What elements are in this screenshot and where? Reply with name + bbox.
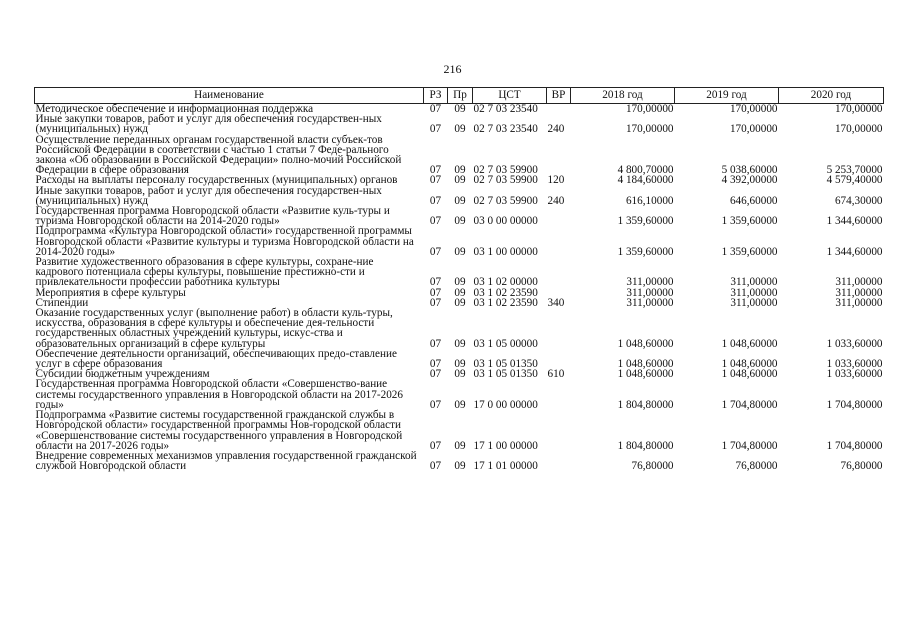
row-2020-value: 311,00000 [835, 276, 883, 289]
row-2019-value: 1 359,60000 [721, 215, 778, 228]
row-2020-value: 170,00000 [834, 103, 883, 115]
row-name: Обеспечение деятельности организаций, обеспечивающих предо-ставление услуг в сфере образования [35, 347, 397, 371]
row-name: Расходы на выплаты персоналу государственных (муниципальных) органов [35, 174, 398, 187]
row-name: Государственная программа Новгородской области «Совершенство-вание системы государственного управления в Новгородской области на 2017-2026 годы» [35, 378, 403, 411]
row-2018-value: 1 804,80000 [617, 398, 674, 411]
row-cst: 17 0 00 00000 [473, 398, 538, 411]
row-name: Подпрограмма «Развитие системы государственной гражданской службы в Новгородской области» государственной программы Нов-городской области «Совершенствование системы государственного управления в Новгородской области на 2017-2026 годы» [35, 409, 403, 452]
row-2020-value: 1 033,60000 [826, 368, 883, 381]
row-2020-value: 311,00000 [835, 296, 883, 309]
row-name: Субсидии бюджетным учреждениям [35, 368, 210, 381]
row-name: Государственная программа Новгородской области «Развитие куль-туры и туризма Новгородской области на 2014-2020 годы» [35, 205, 390, 228]
row-cst: 02 7 03 59900 [473, 174, 538, 187]
row-vr [547, 308, 571, 349]
row-pr: 09 [454, 398, 466, 411]
budget-table [34, 87, 884, 471]
row-2018-value: 1 048,60000 [617, 337, 674, 350]
header-name: Наименование [35, 88, 424, 104]
row-rz: 07 [429, 286, 442, 299]
row-2018-value: 170,00000 [625, 103, 674, 115]
row-rz: 07 [429, 296, 442, 309]
row-name: Оказание государственных услуг (выполнение работ) в области куль-туры, искусства, образования в сфере культуры и обеспечение дея-тельности государственных областных учреждений культуры, искус-ства и образовательных организаций в сфере культуры [35, 307, 393, 350]
row-2019-value: 1 704,80000 [721, 439, 778, 452]
row-cst: 03 1 05 01350 [473, 368, 538, 381]
row-pr: 09 [454, 358, 466, 371]
row-vr [547, 257, 571, 288]
row-cst: 17 1 01 00000 [473, 460, 538, 473]
row-pr: 09 [454, 194, 466, 207]
row-2019-value: 311,00000 [730, 286, 778, 299]
row-2018-value: 1 804,80000 [617, 439, 674, 452]
row-2018-value: 311,00000 [626, 286, 674, 299]
row-2020-value: 1 704,80000 [826, 439, 883, 452]
row-cst: 03 1 00 00000 [473, 245, 538, 258]
row-2018-value: 1 359,60000 [617, 245, 674, 258]
header-vr: ВР [547, 88, 571, 104]
row-rz: 07 [429, 276, 442, 289]
row-pr: 09 [454, 460, 466, 473]
row-2019-value: 76,80000 [735, 460, 778, 473]
row-name: Иные закупки товаров, работ и услуг для обеспечения государствен-ных (муниципальных) нужд [35, 184, 382, 207]
table-row [35, 257, 884, 288]
row-2019-value: 1 048,60000 [721, 337, 778, 350]
row-2020-value: 1 033,60000 [826, 337, 883, 350]
row-name: Мероприятия в сфере культуры [35, 286, 186, 299]
header-pr: Пр [448, 88, 473, 104]
header-2020: 2020 год [779, 88, 884, 104]
row-cst: 02 7 03 59900 [473, 164, 538, 177]
row-rz: 07 [429, 358, 442, 371]
row-2018-value: 4 184,60000 [617, 174, 674, 187]
row-cst: 02 7 03 23540 [473, 123, 538, 136]
table-row [35, 186, 884, 206]
row-2020-value: 311,00000 [835, 286, 883, 299]
table-row [35, 114, 884, 134]
row-pr: 09 [454, 368, 466, 381]
row-2020-value: 5 253,70000 [826, 164, 883, 177]
row-vr: 340 [547, 296, 565, 309]
row-rz: 07 [429, 164, 442, 177]
table-header-row [35, 88, 884, 104]
row-2020-value: 674,30000 [834, 194, 883, 207]
row-vr [547, 349, 571, 369]
row-2018-value: 616,10000 [625, 194, 674, 207]
row-cst: 02 7 03 59900 [473, 194, 538, 207]
row-name: Методическое обеспечение и информационная поддержка [35, 103, 314, 115]
row-2018-value: 170,00000 [625, 123, 674, 136]
row-2018-value: 1 048,60000 [617, 368, 674, 381]
row-vr [547, 379, 571, 410]
row-2018-value: 311,00000 [626, 276, 674, 289]
row-2019-value: 646,60000 [729, 194, 778, 207]
row-2020-value: 1 033,60000 [826, 358, 883, 371]
row-name: Осуществление переданных органам государственной власти субъек-тов Российской Федерации в соответствии с частью 1 статьи 7 Феде-рального закона «Об образовании в Российской Федерации» полно-мочий Российской Федерации в сфере образования [35, 133, 402, 177]
row-cst: 03 1 02 23590 [473, 296, 538, 309]
row-pr: 09 [454, 337, 466, 350]
table-row [35, 308, 884, 349]
table-row [35, 379, 884, 410]
table-row [35, 135, 884, 176]
row-rz: 07 [429, 215, 442, 228]
row-2020-value: 76,80000 [840, 460, 883, 473]
row-2019-value: 311,00000 [730, 276, 778, 289]
row-2018-value: 1 048,60000 [617, 358, 674, 371]
row-pr: 09 [454, 123, 466, 136]
row-2018-value: 76,80000 [631, 460, 674, 473]
row-rz: 07 [429, 103, 442, 115]
row-cst: 03 0 00 00000 [473, 215, 538, 228]
header-rz: РЗ [424, 88, 448, 104]
row-cst: 03 1 05 01350 [473, 358, 538, 371]
row-rz: 07 [429, 337, 442, 350]
row-2018-value: 4 800,70000 [617, 164, 674, 177]
row-2019-value: 1 704,80000 [721, 398, 778, 411]
row-vr: 240 [547, 123, 565, 136]
row-cst: 03 1 02 00000 [473, 276, 538, 289]
row-vr [547, 410, 571, 451]
table-row [35, 349, 884, 369]
row-rz: 07 [429, 368, 442, 381]
row-2019-value: 1 048,60000 [721, 368, 778, 381]
header-2018: 2018 год [571, 88, 675, 104]
table-row [35, 451, 884, 471]
row-pr: 09 [454, 215, 466, 228]
header-2019: 2019 год [675, 88, 779, 104]
row-cst: 03 1 02 23590 [473, 286, 538, 299]
row-2018-value: 1 359,60000 [617, 215, 674, 228]
row-name: Внедрение современных механизмов управления государственной гражданской службой Новгородской области [35, 449, 417, 473]
row-pr: 09 [454, 174, 466, 187]
row-cst: 02 7 03 23540 [473, 103, 538, 115]
row-cst: 17 1 00 00000 [473, 439, 538, 452]
row-pr: 09 [454, 286, 466, 299]
row-vr [547, 226, 571, 257]
row-pr: 09 [454, 276, 466, 289]
row-2020-value: 1 704,80000 [826, 398, 883, 411]
row-pr: 09 [454, 164, 466, 177]
row-2019-value: 4 392,00000 [721, 174, 778, 187]
row-rz: 07 [429, 174, 442, 187]
row-pr: 09 [454, 439, 466, 452]
row-2020-value: 170,00000 [834, 123, 883, 136]
row-vr: 240 [547, 194, 565, 207]
row-2019-value: 170,00000 [729, 123, 778, 136]
row-2018-value: 311,00000 [626, 296, 674, 309]
row-rz: 07 [429, 439, 442, 452]
page-number: 216 [443, 62, 462, 76]
table-row [35, 206, 884, 226]
table-row [35, 226, 884, 257]
row-name: Подпрограмма «Культура Новгородской области» государственной программы Новгородской области «Развитие культуры и туризма Новгородской области на 2014-2020 годы» [35, 225, 414, 258]
row-vr [547, 135, 571, 176]
row-vr [547, 451, 571, 471]
table-row [35, 410, 884, 451]
row-name: Развитие художественного образования в сфере культуры, сохране-ние кадрового потенциала сферы культуры, повышение престижно-сти и привлекательности профессии работника культуры [35, 256, 374, 289]
row-rz: 07 [429, 123, 442, 136]
row-2019-value: 311,00000 [730, 296, 778, 309]
header-cst: ЦСТ [473, 88, 547, 104]
row-pr: 09 [454, 245, 466, 258]
row-vr: 610 [547, 368, 565, 381]
row-rz: 07 [429, 245, 442, 258]
row-vr: 120 [547, 174, 565, 187]
row-rz: 07 [429, 194, 442, 207]
row-name: Стипендии [35, 296, 89, 309]
row-2019-value: 1 359,60000 [721, 245, 778, 258]
row-pr: 09 [454, 296, 466, 309]
row-2020-value: 1 344,60000 [826, 215, 883, 228]
row-vr [547, 206, 571, 226]
row-2019-value: 1 048,60000 [721, 358, 778, 371]
row-name: Иные закупки товаров, работ и услуг для обеспечения государствен-ных (муниципальных) нужд [35, 113, 382, 136]
row-rz: 07 [429, 398, 442, 411]
row-2020-value: 4 579,40000 [826, 174, 883, 187]
row-vr [547, 104, 571, 115]
row-rz: 07 [429, 460, 442, 473]
row-2019-value: 170,00000 [729, 103, 778, 115]
row-cst: 03 1 05 00000 [473, 337, 538, 350]
row-2019-value: 5 038,60000 [721, 164, 778, 177]
row-pr: 09 [454, 103, 466, 115]
row-2020-value: 1 344,60000 [826, 245, 883, 258]
